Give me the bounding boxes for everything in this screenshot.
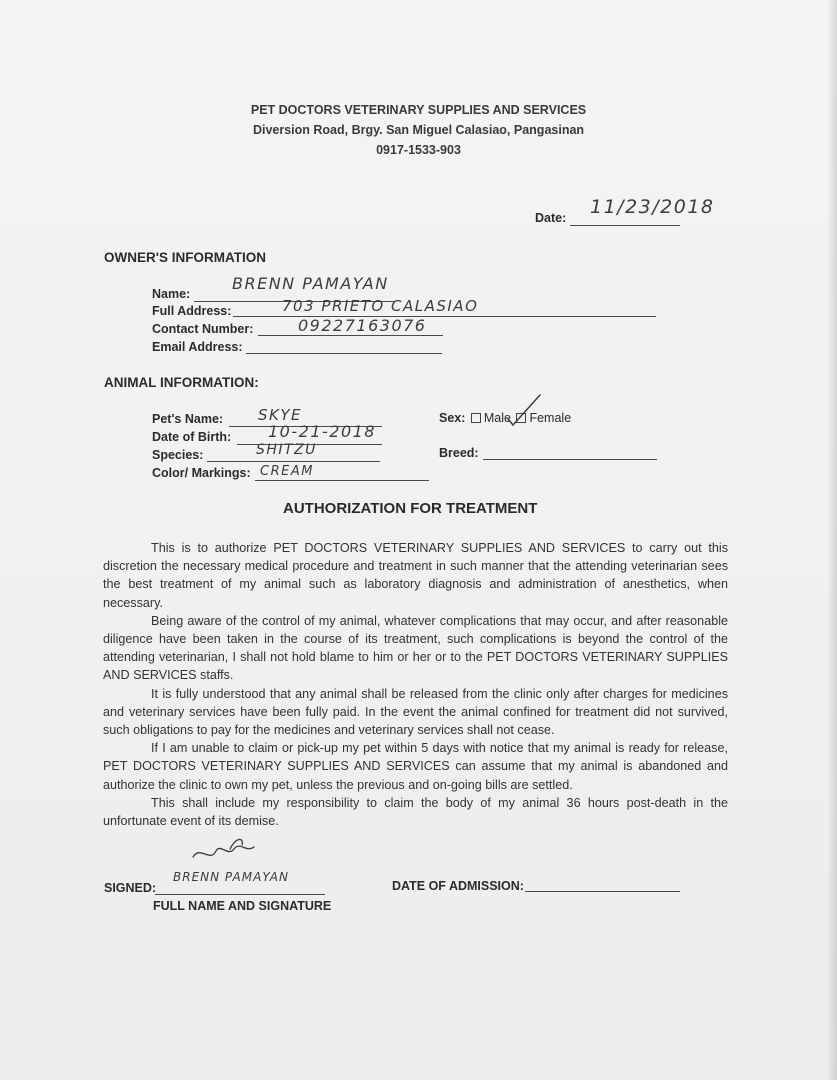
breed-line <box>483 459 657 460</box>
breed-label: Breed: <box>439 446 479 460</box>
authorization-body <box>103 539 728 830</box>
sex-male-checkbox[interactable] <box>471 413 481 423</box>
date-label: Date: <box>535 211 567 225</box>
authorization-paragraph-2: Being aware of the control of my animal, whatever complications that may occur, and after reasonable diligence have been taken in the course of its treatment, such complications is beyond the control of the attending veterinarian, I shall not hold blame to him or her or to the PET DOCTORS VETERINARY SUPPLIES AND SERVICES staffs. <box>103 613 728 683</box>
clinic-address: Diversion Road, Brgy. San Miguel Calasiao, Pangasinan <box>252 123 585 137</box>
authorization-paragraph-5: This shall include my responsibility to claim the body of my animal 36 hours post-death in the unfortunate event of its demise. <box>103 795 728 829</box>
sex-female-label: Female <box>529 411 572 425</box>
sex-male-label: Male <box>483 411 511 425</box>
admission-date-label: DATE OF ADMISSION: <box>392 879 524 893</box>
page-edge-shadow <box>827 0 837 1080</box>
color-label: Color/ Markings: <box>152 466 251 480</box>
owner-heading: OWNER'S INFORMATION <box>104 250 266 265</box>
signature-line <box>155 894 325 895</box>
owner-contact-value: 09227163076 <box>298 316 427 335</box>
species-value: SHITZU <box>256 442 317 458</box>
date-value: 11/23/2018 <box>590 196 715 218</box>
date-line <box>570 225 680 226</box>
dob-label: Date of Birth: <box>152 430 232 444</box>
pet-name-label: Pet's Name: <box>152 412 224 426</box>
animal-heading: ANIMAL INFORMATION: <box>104 375 259 390</box>
dob-value: 10-21-2018 <box>268 422 376 441</box>
pet-name-value: SKYE <box>258 406 302 424</box>
owner-name-value: BRENN PAMAYAN <box>232 274 389 293</box>
sex-label: Sex: <box>439 411 466 425</box>
clinic-phone: 0917-1533-903 <box>376 143 461 157</box>
color-value: CREAM <box>260 464 314 479</box>
owner-contact-line <box>258 335 443 336</box>
clinic-name: PET DOCTORS VETERINARY SUPPLIES AND SERVICES <box>250 103 587 117</box>
authorization-title: AUTHORIZATION FOR TREATMENT <box>283 500 538 517</box>
signed-label: SIGNED: <box>104 881 157 895</box>
admission-date-line <box>525 891 680 892</box>
owner-name-label: Name: <box>152 287 191 301</box>
female-check-mark-icon <box>506 393 546 427</box>
species-label: Species: <box>152 448 204 462</box>
owner-contact-label: Contact Number: <box>152 322 254 336</box>
owner-email-line <box>246 353 442 354</box>
owner-email-label: Email Address: <box>152 340 243 354</box>
authorization-paragraph-1: This is to authorize PET DOCTORS VETERINARY SUPPLIES AND SERVICES to carry out this discretion the necessary medical procedure and treatment in such manner that the attending veterinarian sees the best treatment of my animal such as laboratory diagnosis and administration of anesthetics, when necessary. <box>103 541 728 610</box>
signature-flourish-icon <box>190 835 260 869</box>
authorization-paragraph-4: If I am unable to claim or pick-up my pet within 5 days with notice that my animal is ready for release, PET DOCTORS VETERINARY SUPPLIES AND SERVICES can assume that my animal is abandoned and authorize the clinic to own my pet, unless the previous and on-going bills are settled. <box>103 741 728 792</box>
signature-caption: FULL NAME AND SIGNATURE <box>153 899 332 913</box>
owner-address-label: Full Address: <box>152 304 232 318</box>
owner-address-value: 703 PRIETO CALASIAO <box>282 297 479 315</box>
species-line <box>207 461 380 462</box>
owner-address-line <box>233 316 656 317</box>
authorization-paragraph-3: It is fully understood that any animal shall be released from the clinic only after charges for medicines and veterinary services have been fully paid. In the event the animal confined for treatment did not survived, such obligations to pay for the medicines and veterinary services shall not cease. <box>103 686 728 738</box>
color-line <box>255 480 429 481</box>
signed-value: BRENN PAMAYAN <box>173 870 289 884</box>
